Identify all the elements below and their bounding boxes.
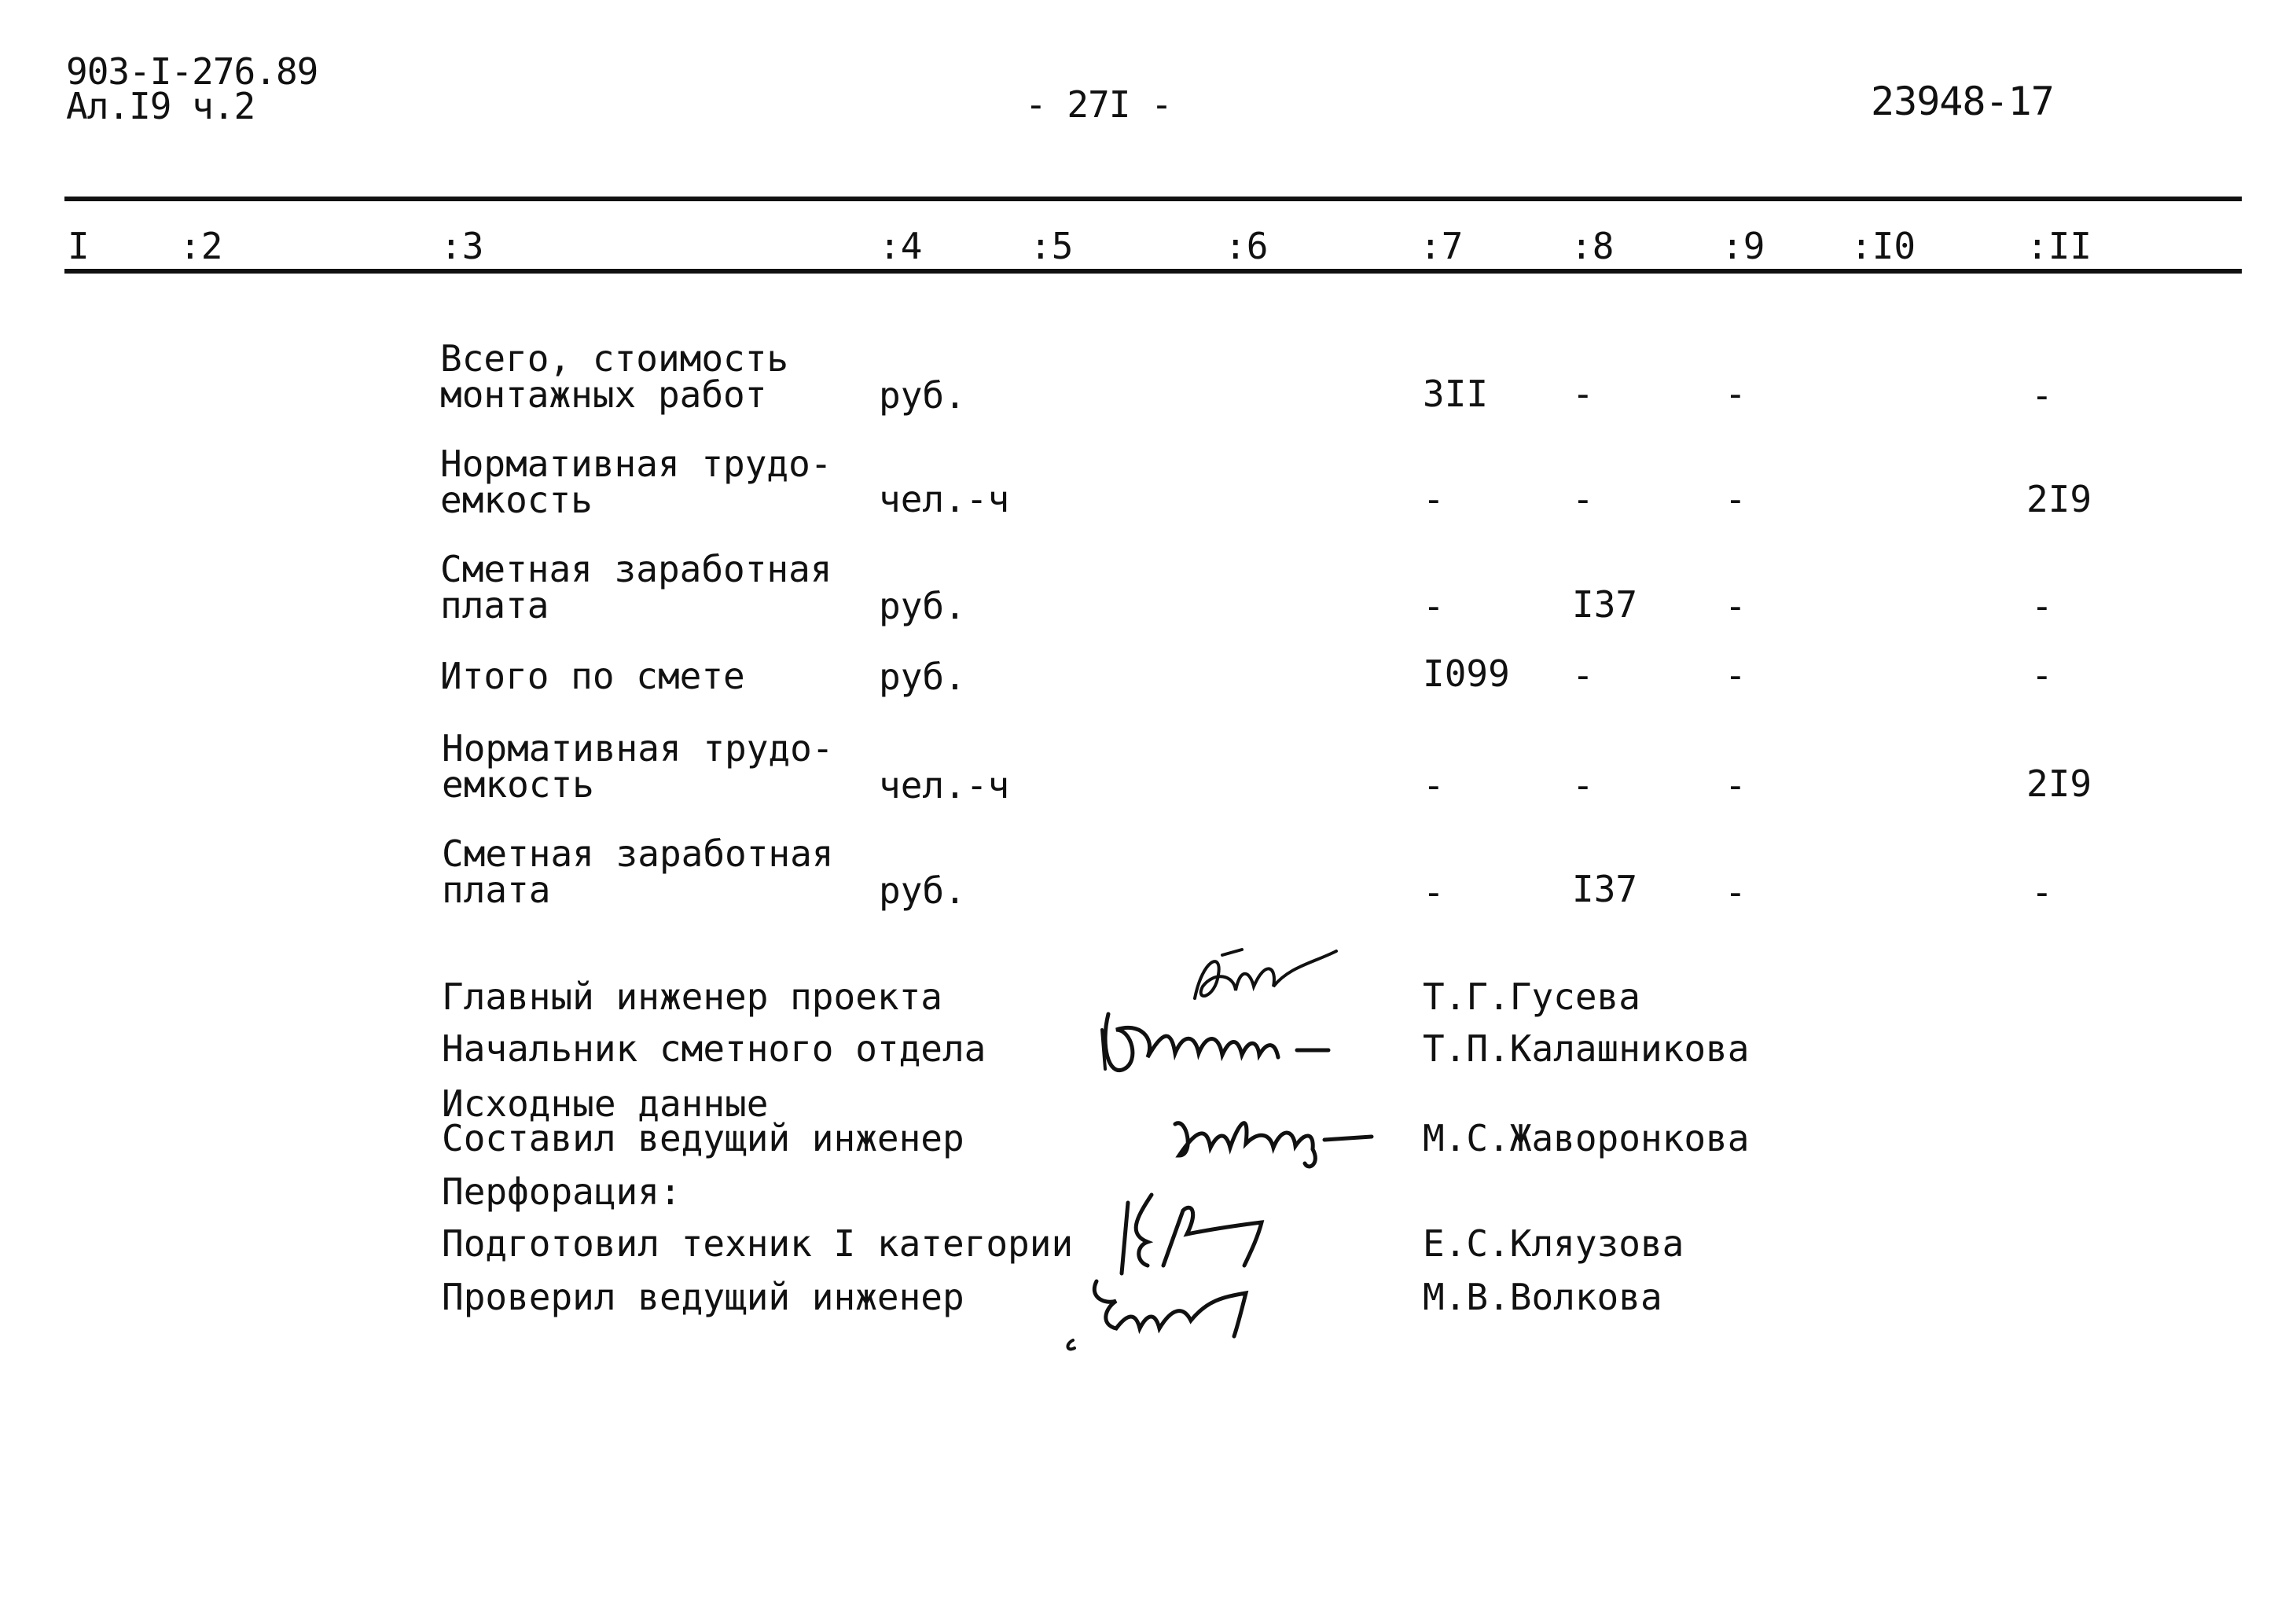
signature-name: Т.П.Калашникова [1423, 1027, 1750, 1070]
row-label-line1: Итого по смете [440, 655, 745, 697]
doc-part: Ал.I9 ч.2 [66, 85, 255, 127]
signature-name: Т.Г.Гусева [1423, 976, 1640, 1018]
column-header: I [68, 225, 90, 267]
cell-col7: - [1423, 478, 1445, 520]
column-header: :7 [1420, 225, 1464, 267]
row-label-line2: плата [442, 869, 551, 911]
column-header: :I0 [1850, 225, 1916, 267]
cell-col8: - [1572, 764, 1594, 806]
cell-col11: - [2031, 871, 2053, 913]
row-unit: руб. [879, 869, 966, 912]
row-label-line2: монтажных работ [440, 373, 767, 416]
row-unit: руб. [879, 374, 966, 417]
cell-col11: - [2031, 654, 2053, 696]
signature-name: М.В.Волкова [1423, 1276, 1662, 1318]
row-unit: чел.-ч [879, 478, 1010, 520]
cell-col11: 2I9 [2026, 478, 2092, 520]
signature-role: Проверил ведущий инженер [442, 1276, 964, 1318]
cell-col9: - [1725, 478, 1747, 520]
cell-col7: - [1423, 585, 1445, 627]
row-unit: руб. [879, 585, 966, 627]
cell-col8: - [1572, 373, 1594, 415]
cell-col11: 2I9 [2026, 762, 2092, 805]
handwritten-signature-kalashnikova [1093, 998, 1344, 1085]
signature-role: Подготовил техник I категории [442, 1222, 1074, 1265]
page-number: - 27I - [1025, 83, 1172, 126]
row-label-line2: плата [440, 584, 549, 626]
row-label-line1: Нормативная трудо- [442, 727, 834, 770]
cell-col7: - [1423, 764, 1445, 806]
row-label-line1: Сметная заработная [440, 548, 832, 590]
row-label-line2: емкость [442, 763, 594, 806]
cell-col9: - [1725, 654, 1747, 696]
cell-col7: I099 [1423, 652, 1510, 695]
top-rule [64, 197, 2242, 201]
archive-number: 23948-17 [1871, 79, 2054, 124]
cell-col8: - [1572, 654, 1594, 696]
cell-col9: - [1725, 764, 1747, 806]
cell-col11: - [2031, 585, 2053, 627]
row-label-line1: Нормативная трудо- [440, 443, 832, 485]
column-header: :II [2026, 225, 2092, 267]
cell-col9: - [1725, 585, 1747, 627]
cell-col8: - [1572, 478, 1594, 520]
doc-code: 903-I-276.89 [66, 50, 318, 93]
signature-role: Составил ведущий инженер [442, 1117, 964, 1159]
row-unit: руб. [879, 656, 966, 698]
column-header: :9 [1721, 225, 1765, 267]
cell-col9: - [1725, 871, 1747, 913]
handwritten-signature-zhavoronkova [1163, 1100, 1383, 1171]
signature-name: М.С.Жаворонкова [1423, 1117, 1750, 1159]
cell-col8: I37 [1572, 868, 1638, 910]
signature-role: Главный инженер проекта [442, 976, 942, 1018]
row-label-line1: Всего, стоимость [440, 337, 789, 380]
signature-name: Е.С.Кляузова [1423, 1222, 1684, 1265]
signature-role: Перфорация: [442, 1170, 681, 1213]
row-label-line1: Сметная заработная [442, 832, 834, 875]
header-bottom-rule [64, 269, 2242, 274]
column-header: :3 [440, 225, 484, 267]
row-unit: чел.-ч [879, 764, 1010, 806]
handwritten-signature-volkova [1057, 1266, 1277, 1352]
cell-col9: - [1725, 373, 1747, 415]
row-label-line2: емкость [440, 479, 593, 521]
column-header: :4 [879, 225, 923, 267]
column-header: :6 [1225, 225, 1269, 267]
signature-role: Исходные данные [442, 1082, 769, 1125]
cell-col11: - [2031, 374, 2053, 417]
signature-role: Начальник сметного отдела [442, 1027, 986, 1070]
cell-col7: - [1423, 871, 1445, 913]
column-header: :2 [179, 225, 223, 267]
cell-col7: 3II [1423, 373, 1489, 415]
column-header: :8 [1570, 225, 1615, 267]
cell-col8: I37 [1572, 583, 1638, 626]
column-header: :5 [1030, 225, 1074, 267]
